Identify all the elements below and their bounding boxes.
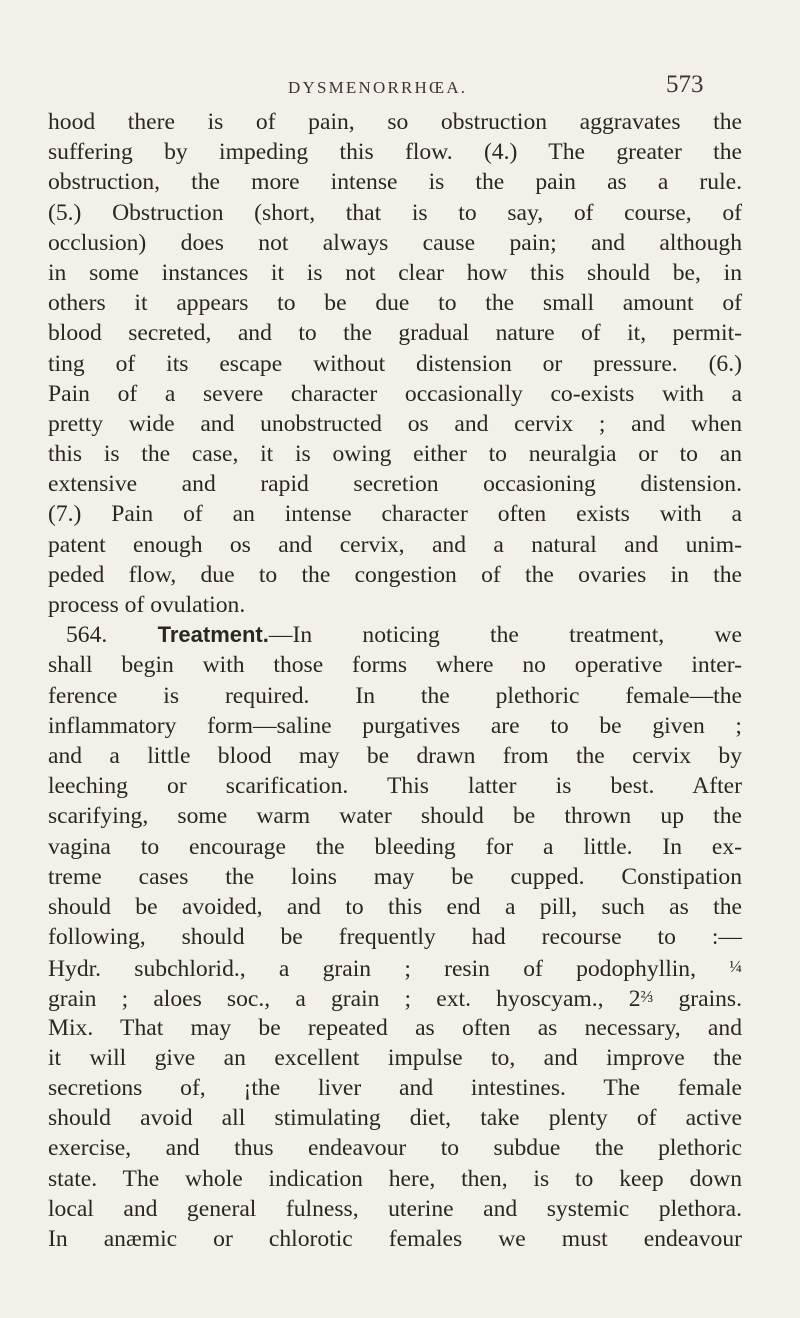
text-line: vagina to encourage the bleeding for a little. In ex-: [48, 833, 742, 860]
text-line: should avoid all stimulating diet, take plenty of active: [48, 1105, 742, 1132]
text-line: it will give an excellent impulse to, and improve the: [48, 1044, 742, 1071]
text-line: blood secreted, and to the gradual nature of it, permit-: [48, 320, 742, 347]
text-line: following, should be frequently had recourse to :—: [48, 924, 742, 951]
formula-part: grain ; aloes soc., a grain ; ext. hyoscyam., 2: [48, 986, 641, 1013]
fraction: ⅔: [640, 987, 654, 1007]
section-number: 564.: [66, 622, 108, 649]
text-line: treme cases the loins may be cupped. Constipation: [48, 863, 742, 890]
text-line: others it appears to be due to the small amount of: [48, 290, 742, 317]
text-line: (5.) Obstruction (short, that is to say, of course, of: [48, 199, 742, 226]
text-line: peded flow, due to the congestion of the ovaries in the: [48, 561, 742, 588]
section-first-line: —In noticing the treatment, we: [268, 622, 742, 649]
text-line: local and general fulness, uterine and systemic plethora.: [48, 1195, 742, 1222]
text-line: patent enough os and cervix, and a natural and unim-: [48, 531, 742, 558]
text-line: exercise, and thus endeavour to subdue the plethoric: [48, 1135, 742, 1162]
text-line: suffering by impeding this flow. (4.) The greater the: [48, 139, 742, 166]
running-head-title: DYSMENORRHŒA.: [288, 78, 468, 97]
formula-line: [48, 982, 742, 1012]
text-line: obstruction, the more intense is the pain as a rule.: [48, 169, 742, 196]
text-line: scarifying, some warm water should be thrown up the: [48, 803, 742, 830]
text-line: Pain of a severe character occasionally co-exists with a: [48, 380, 742, 407]
text-line: should be avoided, and to this end a pill, such as the: [48, 893, 742, 920]
page-number: 573: [666, 71, 704, 98]
text-line: secretions of, ¡the liver and intestines. The female: [48, 1075, 742, 1101]
section-heading-line: [48, 620, 742, 650]
text-line: inflammatory form—saline purgatives are to be given ;: [48, 712, 742, 739]
text-line: In anæmic or chlorotic females we must endeavour: [48, 1225, 742, 1252]
text-line: hood there is of pain, so obstruction aggravates the: [48, 109, 742, 135]
text-line: state. The whole indication here, then, is to keep down: [48, 1165, 742, 1192]
text-line: Mix. That may be repeated as often as necessary, and: [48, 1014, 742, 1041]
text-line: shall begin with those forms where no operative inter-: [48, 652, 742, 679]
text-line: this is the case, it is owing either to neuralgia or to an: [48, 441, 742, 468]
formula-line: [48, 952, 742, 982]
text-line: ference is required. In the plethoric female—the: [48, 682, 742, 709]
text-line: extensive and rapid secretion occasioning distension.: [48, 471, 742, 498]
text-line: occlusion) does not always cause pain; and although: [48, 229, 742, 256]
text-line: ting of its escape without distension or pressure. (6.): [48, 350, 742, 377]
text-line: leeching or scarification. This latter is best. After: [48, 773, 742, 800]
fraction: ¼: [729, 957, 742, 977]
body-text: [48, 107, 742, 1254]
text-line: pretty wide and unobstructed os and cervix ; and when: [48, 410, 742, 437]
text-line: process of ovulation.: [48, 592, 246, 618]
formula-part: grains.: [678, 986, 742, 1013]
text-line: (7.) Pain of an intense character often exists with a: [48, 501, 742, 528]
text-line: and a little blood may be drawn from the cervix by: [48, 742, 742, 769]
section-title: Treatment.: [157, 622, 269, 648]
formula-part: Hydr. subchlorid., a grain ; resin of podophyllin,: [48, 956, 697, 983]
text-line: in some instances it is not clear how this should be, in: [48, 259, 742, 286]
